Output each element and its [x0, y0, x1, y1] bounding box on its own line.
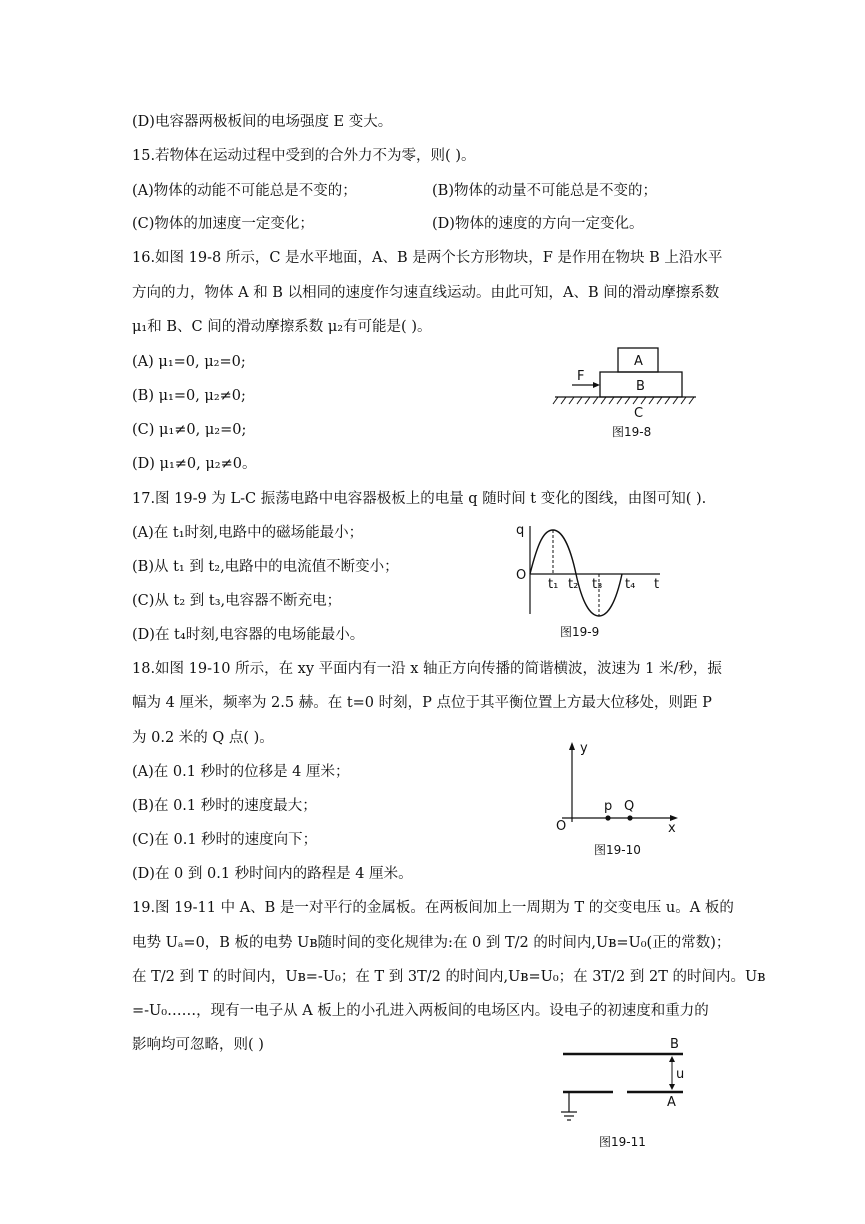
- figure-19-8-caption: 图19-8: [612, 425, 652, 439]
- q19-stem-line-4: =-U₀……，现有一电子从 A 板上的小孔进入两板间的电场区内。设电子的初速度和重力的: [132, 1003, 709, 1019]
- q19-stem-line-1: 19.图 19-11 中 A、B 是一对平行的金属板。在两板间加上一周期为 T 的交变电压 u。A 板的: [132, 900, 734, 916]
- point-q-label: Q: [624, 799, 635, 814]
- q17-option-c: (C)从 t₂ 到 t₃,电容器不断充电；: [132, 593, 342, 609]
- q16-option-a: (A) μ₁=0, μ₂=0;: [132, 354, 246, 370]
- origin-label: O: [516, 568, 527, 583]
- q19-stem-line-2: 电势 Uₐ=0，B 板的电势 Uʙ随时间的变化规律为:在 0 到 T/2 的时间内,Uʙ=U₀(正的常数)；: [132, 935, 731, 951]
- figure-19-10: [550, 740, 690, 860]
- q17-stem: 17.图 19-9 为 L-C 振荡电路中电容器极板上的电量 q 随时间 t 变化的图线，由图可知( ).: [132, 491, 707, 507]
- ground-hatching: [553, 397, 694, 404]
- figure-19-11: [555, 1036, 695, 1154]
- point-p-label: p: [604, 799, 613, 814]
- q15-option-a: (A)物体的动能不可能总是不变的；: [132, 183, 357, 199]
- plate-b-label: B: [670, 1037, 679, 1052]
- y-axis-arrowhead: [569, 742, 575, 750]
- block-a-label: A: [634, 354, 643, 369]
- q16-stem-line-2: 方向的力，物体 A 和 B 以相同的速度作匀速直线运动。由此可知，A、B 间的滑动摩擦系数: [132, 285, 720, 301]
- q19-stem-line-3: 在 T/2 到 T 的时间内，Uʙ=-U₀；在 T 到 3T/2 的时间内,Uʙ=U₀；在 3T/2 到 2T 的时间内。Uʙ: [132, 969, 766, 985]
- figure-19-9-caption: 图19-9: [560, 625, 600, 639]
- q17-option-a: (A)在 t₁时刻,电路中的磁场能最小；: [132, 525, 364, 541]
- q14-option-d: (D)电容器两极板间的电场强度 E 变大。: [132, 114, 393, 130]
- t2-label: t₂: [568, 577, 579, 592]
- q15-stem: 15.若物体在运动过程中受到的合外力不为零，则( )。: [132, 148, 476, 164]
- t3-label: t₃: [592, 577, 603, 592]
- t-axis-label: t: [654, 577, 660, 592]
- q19-stem-line-5: 影响均可忽略，则( ): [132, 1037, 264, 1053]
- q18-stem-line-3: 为 0.2 米的 Q 点( )。: [132, 730, 274, 746]
- q15-option-c: (C)物体的加速度一定变化；: [132, 216, 314, 232]
- q18-option-b: (B)在 0.1 秒时的速度最大；: [132, 798, 317, 814]
- q16-stem-line-1: 16.如图 19-8 所示，C 是水平地面，A、B 是两个长方形物块，F 是作用在物块 B 上沿水平: [132, 250, 723, 266]
- t1-label: t₁: [548, 577, 559, 592]
- q16-option-d: (D) μ₁≠0, μ₂≠0。: [132, 456, 257, 472]
- voltage-arrow-up: [669, 1056, 675, 1062]
- voltage-arrow-down: [669, 1084, 675, 1090]
- t4-label: t₄: [625, 577, 636, 592]
- figure-19-11-caption: 图19-11: [599, 1135, 646, 1149]
- q16-option-c: (C) μ₁≠0, μ₂=0;: [132, 422, 247, 438]
- figure-19-10-caption: 图19-10: [594, 843, 641, 857]
- force-arrowhead: [593, 382, 600, 388]
- q-axis-label: q: [516, 523, 525, 538]
- block-b-label: B: [636, 379, 645, 394]
- q17-option-b: (B)从 t₁ 到 t₂,电路中的电流值不断变小；: [132, 559, 399, 575]
- point-p: [605, 815, 610, 820]
- q18-option-d: (D)在 0 到 0.1 秒时间内的路程是 4 厘米。: [132, 866, 413, 882]
- q-curve: [530, 530, 622, 616]
- x-axis-label: x: [668, 821, 676, 836]
- ground-symbol: [561, 1112, 577, 1120]
- q15-option-b: (B)物体的动量不可能总是不变的；: [432, 183, 657, 199]
- origin-label: O: [556, 819, 567, 834]
- q18-option-c: (C)在 0.1 秒时的速度向下；: [132, 832, 318, 848]
- q15-option-d: (D)物体的速度的方向一定变化。: [432, 216, 644, 232]
- figure-19-9: [508, 518, 673, 643]
- q18-option-a: (A)在 0.1 秒时的位移是 4 厘米；: [132, 764, 350, 780]
- q17-option-d: (D)在 t₄时刻,电容器的电场能最小。: [132, 627, 365, 643]
- q18-stem-line-2: 幅为 4 厘米，频率为 2.5 赫。在 t=0 时刻，P 点位于其平衡位置上方最大位移处，则距 P: [132, 695, 712, 711]
- ground-label: C: [634, 406, 644, 421]
- q16-option-b: (B) μ₁=0, μ₂≠0;: [132, 388, 246, 404]
- voltage-label: u: [676, 1067, 685, 1082]
- plate-a-label: A: [667, 1095, 676, 1110]
- force-label: F: [577, 369, 585, 384]
- y-axis-label: y: [580, 741, 588, 756]
- q18-stem-line-1: 18.如图 19-10 所示，在 xy 平面内有一沿 x 轴正方向传播的简谐横波，波速为 1 米/秒，振: [132, 661, 722, 677]
- q16-stem-line-3: μ₁和 B、C 间的滑动摩擦系数 μ₂有可能是( )。: [132, 319, 432, 335]
- figure-19-8: [550, 344, 700, 444]
- point-q: [627, 815, 632, 820]
